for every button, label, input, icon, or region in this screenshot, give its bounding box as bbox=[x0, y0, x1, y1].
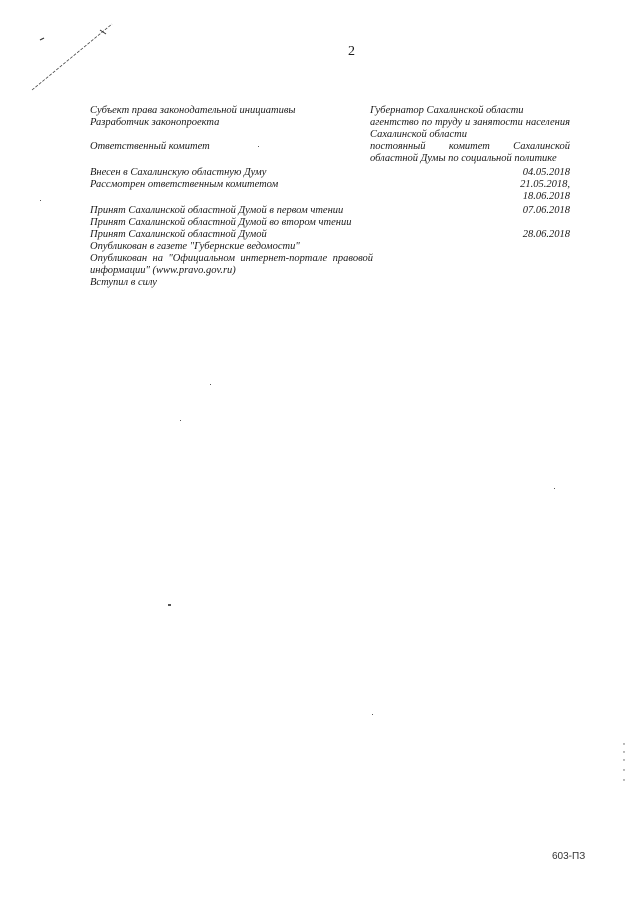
reviewed-label: Рассмотрен ответственным комитетом bbox=[90, 179, 279, 190]
scan-speck bbox=[210, 384, 211, 385]
first-reading-date: 07.06.2018 bbox=[522, 205, 570, 216]
reviewed-date-1: 21.05.2018, bbox=[520, 179, 570, 190]
second-reading-label: Принят Сахалинской областной Думой во втором чтении bbox=[90, 217, 352, 228]
scan-mark bbox=[30, 20, 120, 100]
submitted-date: 04.05.2018 bbox=[522, 167, 570, 178]
adopted-date: 28.06.2018 bbox=[522, 229, 570, 240]
in-force-label: Вступил в силу bbox=[90, 277, 157, 288]
submitted-label: Внесен в Сахалинскую областную Думу bbox=[90, 167, 267, 178]
document-code: 603-ПЗ bbox=[552, 851, 586, 862]
row-portal bbox=[90, 253, 570, 277]
margin-marks bbox=[622, 740, 626, 790]
scan-speck bbox=[372, 714, 373, 715]
scan-speck bbox=[554, 488, 555, 489]
initiative-value: Губернатор Сахалинской области bbox=[370, 105, 524, 116]
portal-label: Опубликован на "Официальном интернет-портале правовой информации" (www.pravo.gov.ru) bbox=[90, 253, 373, 276]
scan-speck bbox=[258, 146, 259, 147]
page-number: 2 bbox=[348, 44, 355, 59]
committee-label: Ответственный комитет bbox=[90, 141, 210, 152]
row-reviewed bbox=[90, 179, 570, 205]
first-reading-label: Принят Сахалинской областной Думой в первом чтении bbox=[90, 205, 344, 216]
scan-speck bbox=[40, 200, 41, 201]
scan-speck bbox=[168, 604, 171, 606]
initiative-label: Субъект права законодательной инициативы bbox=[90, 105, 296, 116]
developer-label: Разработчик законопроекта bbox=[90, 117, 220, 128]
adopted-label: Принят Сахалинской областной Думой bbox=[90, 229, 267, 240]
reviewed-date-2: 18.06.2018 bbox=[522, 191, 570, 202]
committee-value: постоянный комитет Сахалинской областной Думы по социальной политике bbox=[370, 141, 570, 164]
reviewed-dates bbox=[520, 179, 570, 203]
scan-speck bbox=[180, 420, 181, 421]
gazette-label: Опубликован в газете "Губернские ведомости" bbox=[90, 241, 300, 252]
developer-value: агентство по труду и занятости населения Сахалинской области bbox=[370, 117, 570, 140]
